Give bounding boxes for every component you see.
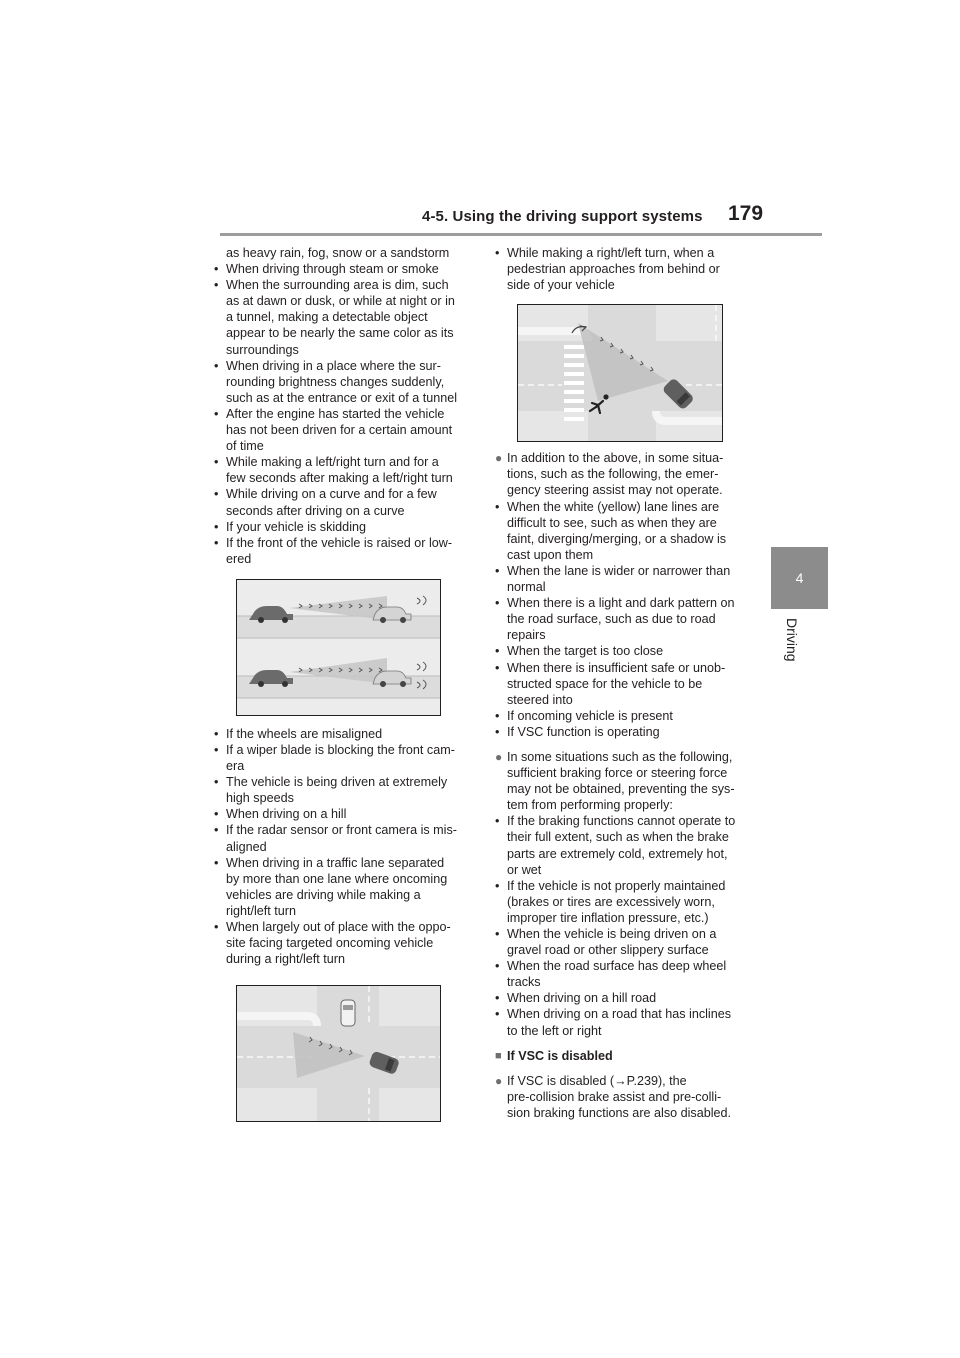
- square-bullet-icon: ■: [495, 1049, 502, 1062]
- text-line: such as at the entrance or exit of a tunnel: [226, 390, 458, 405]
- text-line: cast upon them: [507, 547, 594, 562]
- list-item: [495, 1006, 750, 1038]
- text-line: After the engine has started the vehicle: [226, 406, 445, 421]
- text-line: While making a right/left turn, when a: [507, 246, 715, 260]
- list-item: [214, 535, 468, 567]
- text-line: While making a left/right turn and for a: [226, 455, 439, 470]
- bullet-icon: •: [214, 262, 219, 277]
- right-column: [495, 245, 750, 1121]
- bullet-list-c: [495, 499, 750, 740]
- text-line: When driving in a traffic lane separated: [226, 855, 445, 870]
- text-line: If a wiper blade is blocking the front cam-: [226, 742, 455, 757]
- text-line: When largely out of place with the oppo-: [226, 920, 451, 934]
- bullet-list-b: [214, 726, 468, 967]
- bullet-icon: •: [214, 920, 219, 934]
- bullet-icon: •: [495, 246, 500, 260]
- text-line: has not been driven for a certain amount: [226, 423, 453, 438]
- bullet-icon: •: [214, 855, 219, 870]
- bullet-icon: •: [495, 878, 500, 893]
- list-item: [495, 563, 750, 595]
- bullet-icon: •: [214, 278, 219, 293]
- text-line: vehicles are driving while making a: [226, 887, 421, 902]
- left-column: [214, 245, 468, 1122]
- paragraph: [495, 1073, 750, 1121]
- text-line: If the braking functions cannot operate to: [507, 814, 736, 829]
- illustration-pedestrian-turn: [517, 304, 723, 442]
- text-line: by more than one lane where oncoming: [226, 871, 448, 886]
- text-line: sufficient braking force or steering force: [507, 766, 728, 781]
- chapter-label: Driving: [784, 618, 800, 662]
- oncoming-turn-drawing: [237, 986, 440, 1121]
- chapter-label-container: [758, 618, 840, 678]
- list-item: [495, 245, 750, 293]
- header-section-title: 4-5. Using the driving support systems: [422, 208, 703, 225]
- heading-text: If VSC is disabled: [507, 1048, 613, 1063]
- bullet-icon: •: [495, 596, 500, 611]
- text-line: When there is a light and dark pattern on: [507, 596, 735, 611]
- list-item: [214, 822, 468, 854]
- bullet-icon: •: [214, 726, 219, 741]
- list-item: [214, 855, 468, 919]
- text-line: If the vehicle is not properly maintained: [507, 878, 726, 893]
- list-item: [214, 806, 468, 822]
- text-line: When driving on a hill road: [507, 991, 657, 1006]
- list-item: [495, 813, 750, 877]
- text-line: normal: [507, 580, 546, 595]
- text-line: right/left turn: [226, 903, 296, 918]
- list-item: [495, 660, 750, 708]
- text-line: When driving on a road that has inclines: [507, 1007, 732, 1022]
- heading-vsc-disabled: [495, 1048, 750, 1064]
- para-braking-force: [495, 749, 750, 813]
- list-item: [214, 726, 468, 742]
- bullet-icon: •: [214, 358, 219, 373]
- text-line: If VSC function is operating: [507, 724, 660, 739]
- text-line: The vehicle is being driven at extremely: [226, 775, 448, 790]
- bullet-icon: •: [214, 535, 219, 550]
- text-line: faint, diverging/merging, or a shadow is: [507, 531, 727, 546]
- circle-bullet-icon: ●: [495, 1073, 503, 1088]
- list-item: [214, 358, 468, 406]
- list-item: [214, 454, 468, 486]
- text-line: tem from performing properly:: [507, 798, 673, 813]
- bullet-icon: •: [214, 807, 219, 822]
- bullet-icon: •: [495, 563, 500, 578]
- text-line: If VSC is disabled (→P.239), the: [507, 1073, 687, 1088]
- bullet-icon: •: [214, 823, 219, 838]
- text-line: improper tire inflation pressure, etc.): [507, 910, 709, 925]
- bullet-list-d: [495, 813, 750, 1038]
- bullet-icon: •: [214, 487, 219, 502]
- bullet-icon: •: [495, 814, 500, 829]
- text-line: high speeds: [226, 791, 294, 806]
- list-item: [214, 919, 468, 967]
- text-line: When there is insufficient safe or unob-: [507, 660, 726, 675]
- text-line: or wet: [507, 862, 542, 877]
- text-line: When the lane is wider or narrower than: [507, 563, 731, 578]
- bullet-icon: •: [495, 660, 500, 675]
- list-item: [495, 990, 750, 1006]
- text-line: may not be obtained, preventing the sys-: [507, 782, 735, 797]
- illustration-oncoming-turn: [236, 985, 441, 1122]
- list-item: [214, 261, 468, 277]
- page-number: 179: [728, 202, 764, 225]
- text-line: If the wheels are misaligned: [226, 726, 383, 741]
- illustration-following-cars: [236, 579, 441, 716]
- text-line: their full extent, such as when the brake: [507, 830, 729, 845]
- text-line: When the vehicle is being driven on a: [507, 927, 717, 941]
- continuation-text: as heavy rain, fog, snow or a sandstorm: [226, 246, 450, 260]
- text-line: If the front of the vehicle is raised or low-: [226, 535, 453, 550]
- text-line: site facing targeted oncoming vehicle: [226, 936, 434, 951]
- text-line: pre-collision brake assist and pre-colli-: [507, 1089, 722, 1104]
- text-line: When the white (yellow) lane lines are: [507, 499, 720, 514]
- list-item: [214, 742, 468, 774]
- bullet-icon: •: [214, 775, 219, 790]
- list-item: [495, 708, 750, 724]
- text-line: surroundings: [226, 342, 299, 357]
- list-item: [495, 595, 750, 643]
- bullet-icon: •: [495, 708, 500, 723]
- list-item: [495, 724, 750, 740]
- text-line: While driving on a curve and for a few: [226, 487, 437, 502]
- bullet-icon: •: [495, 724, 500, 739]
- text-line: When driving in a place where the sur-: [226, 358, 441, 373]
- text-line: repairs: [507, 628, 546, 643]
- text-line: aligned: [226, 839, 267, 854]
- list-item: [214, 406, 468, 454]
- bullet-icon: •: [495, 644, 500, 659]
- bullet-list-a: [214, 261, 468, 567]
- text-line: If the radar sensor or front camera is mis-: [226, 823, 457, 838]
- bullet-icon: •: [495, 1007, 500, 1022]
- text-line: few seconds after making a left/right turn: [226, 471, 453, 486]
- text-line: structed space for the vehicle to be: [507, 676, 703, 691]
- text-line: sion braking functions are also disabled.: [507, 1105, 732, 1120]
- bullet-icon: •: [214, 519, 219, 534]
- text-line: of time: [226, 439, 264, 454]
- text-line: If oncoming vehicle is present: [507, 708, 673, 723]
- text-line: When the target is too close: [507, 644, 664, 659]
- bullet-icon: •: [495, 499, 500, 514]
- list-item: [214, 774, 468, 806]
- text-line: When the surrounding area is dim, such: [226, 278, 449, 293]
- text-line: difficult to see, such as when they are: [507, 515, 717, 530]
- para-vsc-disabled: [495, 1073, 750, 1121]
- text-line: tions, such as the following, the emer-: [507, 467, 719, 482]
- text-line: In addition to the above, in some situa-: [507, 451, 724, 466]
- text-line: the road surface, such as due to road: [507, 612, 716, 627]
- text-line: steered into: [507, 692, 573, 707]
- chapter-number: 4: [795, 570, 804, 586]
- text-line: gravel road or other slippery surface: [507, 943, 709, 958]
- text-line: era: [226, 759, 245, 774]
- list-item: [495, 878, 750, 926]
- text-line: tracks: [507, 975, 541, 990]
- text-line: When driving on a hill: [226, 807, 347, 822]
- list-item: [214, 486, 468, 518]
- text-line: side of your vehicle: [507, 278, 615, 293]
- bullet-icon: •: [214, 406, 219, 421]
- text-line: gency steering assist may not operate.: [507, 483, 723, 498]
- text-line: (brakes or tires are excessively worn,: [507, 894, 715, 909]
- text-line: appear to be nearly the same color as its: [226, 326, 454, 341]
- text-line: to the left or right: [507, 1023, 602, 1038]
- text-line: parts are extremely cold, extremely hot,: [507, 846, 728, 861]
- following-cars-drawing: [237, 580, 440, 715]
- paragraph: [495, 450, 750, 498]
- text-line: When driving through steam or smoke: [226, 262, 439, 277]
- text-line: When the road surface has deep wheel: [507, 959, 727, 974]
- pedestrian-item: [495, 245, 750, 293]
- circle-bullet-icon: ●: [495, 749, 503, 764]
- text-line: If your vehicle is skidding: [226, 519, 366, 534]
- paragraph: [495, 749, 750, 813]
- text-line: during a right/left turn: [226, 952, 346, 967]
- list-item: [495, 643, 750, 659]
- pedestrian-turn-drawing: [518, 305, 722, 441]
- header-rule: [220, 233, 822, 236]
- text-line: rounding brightness changes suddenly,: [226, 374, 445, 389]
- chapter-tab: [771, 547, 828, 609]
- para-emergency-steering: [495, 450, 750, 498]
- list-item: [495, 926, 750, 958]
- bullet-icon: •: [495, 991, 500, 1006]
- text-line: a tunnel, making a detectable object: [226, 310, 428, 325]
- bullet-icon: •: [214, 455, 219, 470]
- circle-bullet-icon: ●: [495, 451, 503, 466]
- text-line: pedestrian approaches from behind or: [507, 262, 720, 277]
- text-line: as at dawn or dusk, or while at night or in: [226, 294, 455, 309]
- text-line: ered: [226, 551, 252, 566]
- text-line: In some situations such as the following,: [507, 749, 733, 764]
- bullet-icon: •: [214, 742, 219, 757]
- bullet-icon: •: [495, 959, 500, 974]
- list-item: [214, 519, 468, 535]
- text-line: seconds after driving on a curve: [226, 503, 405, 518]
- list-item: [495, 499, 750, 563]
- bullet-icon: •: [495, 927, 500, 941]
- list-item: [495, 958, 750, 990]
- list-item: [214, 277, 468, 357]
